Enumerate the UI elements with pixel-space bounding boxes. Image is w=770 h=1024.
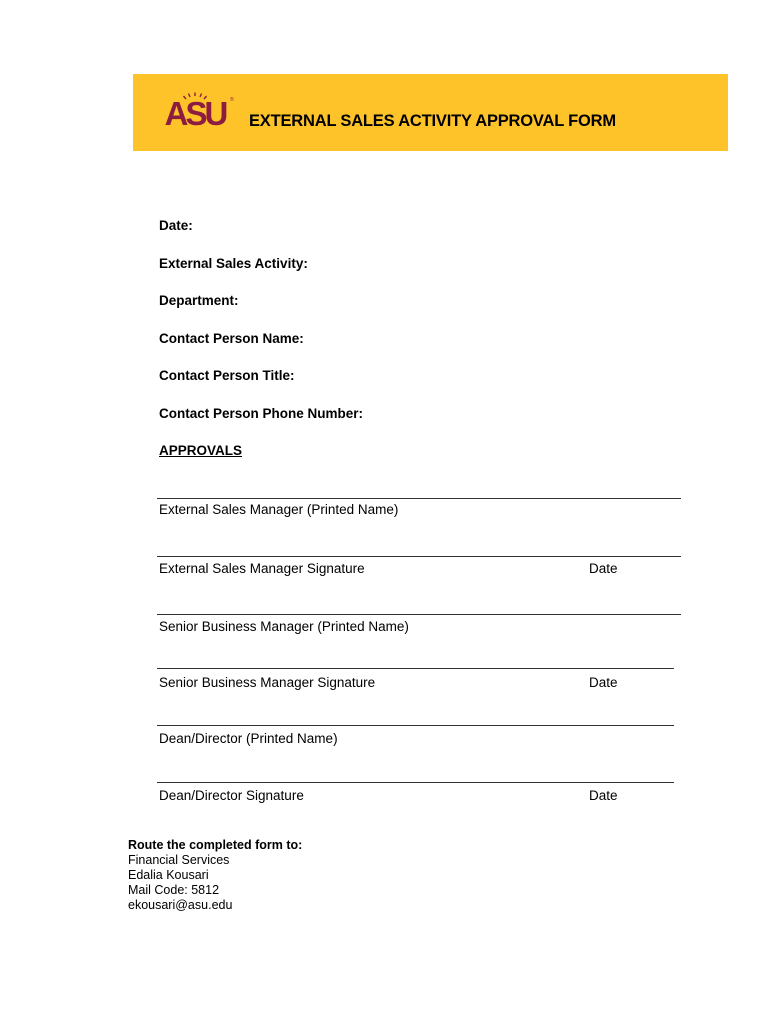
signature-line[interactable] (157, 614, 681, 615)
route-info (128, 838, 302, 913)
asu-logo (157, 92, 234, 132)
route-email: ekousari@asu.edu (128, 898, 233, 912)
external-sales-activity-label: External Sales Activity: (159, 256, 308, 271)
contact-person-phone-label: Contact Person Phone Number: (159, 406, 364, 421)
esm-printed-name-label: External Sales Manager (Printed Name) (159, 502, 399, 517)
contact-person-name-label: Contact Person Name: (159, 331, 304, 346)
signature-line[interactable] (157, 725, 674, 726)
signature-line[interactable] (157, 556, 681, 557)
date-field-label: Date: (159, 218, 193, 233)
esm-date-label: Date (589, 561, 618, 576)
form-title: EXTERNAL SALES ACTIVITY APPROVAL FORM (249, 112, 616, 130)
sbm-signature-label: Senior Business Manager Signature (159, 675, 376, 690)
dean-signature-label: Dean/Director Signature (159, 788, 304, 803)
route-heading: Route the completed form to: (128, 838, 303, 852)
signature-line[interactable] (157, 668, 674, 669)
sbm-printed-name-label: Senior Business Manager (Printed Name) (159, 619, 409, 634)
header-band (133, 74, 728, 151)
route-department: Financial Services (128, 853, 230, 867)
signature-line[interactable] (157, 498, 681, 499)
esm-signature-label: External Sales Manager Signature (159, 561, 365, 576)
dean-printed-name-label: Dean/Director (Printed Name) (159, 731, 338, 746)
approvals-heading: APPROVALS (159, 443, 243, 458)
registered-mark: ® (230, 97, 234, 103)
contact-person-title-label: Contact Person Title: (159, 368, 295, 383)
department-label: Department: (159, 293, 239, 308)
sbm-date-label: Date (589, 675, 618, 690)
dean-date-label: Date (589, 788, 618, 803)
route-contact-name: Edalia Kousari (128, 868, 209, 882)
route-mail-code: Mail Code: 5812 (128, 883, 220, 897)
signature-line[interactable] (157, 782, 674, 783)
logo-text: ASU (164, 95, 226, 132)
